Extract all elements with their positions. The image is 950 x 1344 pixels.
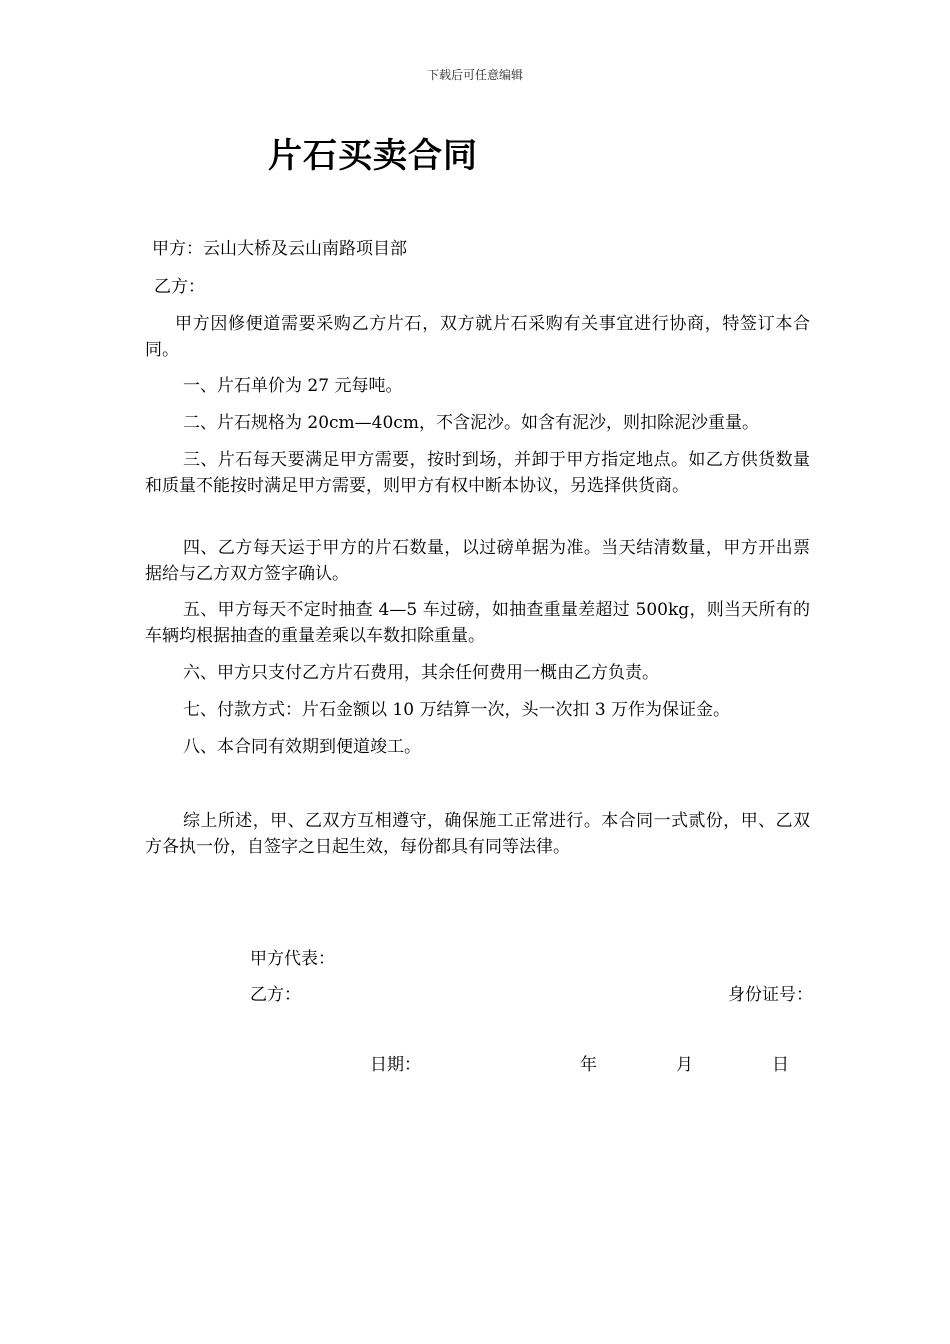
clause-2: 二、片石规格为 20cm—40cm，不含泥沙。如含有泥沙，则扣除泥沙重量。 <box>183 413 759 433</box>
id-number-label: 身份证号： <box>728 985 813 1005</box>
date-year-label: 年 <box>580 1055 597 1075</box>
clause-3: 三、片石每天要满足甲方需要，按时到场，并卸于甲方指定地点。如乙方供货数量和质量不能按时满足甲方需要，则甲方有权中断本协议，另选择供货商。 <box>145 450 810 496</box>
party-b-signature-label: 乙方： <box>250 985 301 1005</box>
document-title: 片石买卖合同 <box>268 136 478 176</box>
clause-1: 一、片石单价为 27 元每吨。 <box>183 376 403 396</box>
clause-6: 六、甲方只支付乙方片石费用，其余任何费用一概由乙方负责。 <box>183 663 659 683</box>
date-label: 日期： <box>370 1055 421 1075</box>
date-day-label: 日 <box>772 1055 789 1075</box>
party-a-line: 甲方：云山大桥及云山南路项目部 <box>152 239 407 259</box>
clause-4: 四、乙方每天运于甲方的片石数量，以过磅单据为准。当天结清数量，甲方开出票据给与乙方双方签字确认。 <box>145 538 810 584</box>
summary-paragraph: 综上所述，甲、乙双方互相遵守，确保施工正常进行。本合同一式贰份，甲、乙双方各执一份，自签字之日起生效，每份都具有同等法律。 <box>145 811 810 857</box>
party-a-representative-label: 甲方代表： <box>250 949 335 969</box>
date-month-label: 月 <box>676 1055 693 1075</box>
intro-paragraph: 甲方因修便道需要采购乙方片石，双方就片石采购有关事宜进行协商，特签订本合同。 <box>145 314 810 360</box>
clause-5: 五、甲方每天不定时抽查 4—5 车过磅，如抽查重量差超过 500kg，则当天所有的车辆均根据抽查的重量差乘以车数扣除重量。 <box>145 600 810 646</box>
clause-7: 七、付款方式：片石金额以 10 万结算一次，头一次扣 3 万作为保证金。 <box>183 700 731 720</box>
clause-8: 八、本合同有效期到便道竣工。 <box>183 737 421 757</box>
header-note: 下载后可任意编辑 <box>426 68 523 82</box>
party-b-line: 乙方： <box>154 277 205 297</box>
